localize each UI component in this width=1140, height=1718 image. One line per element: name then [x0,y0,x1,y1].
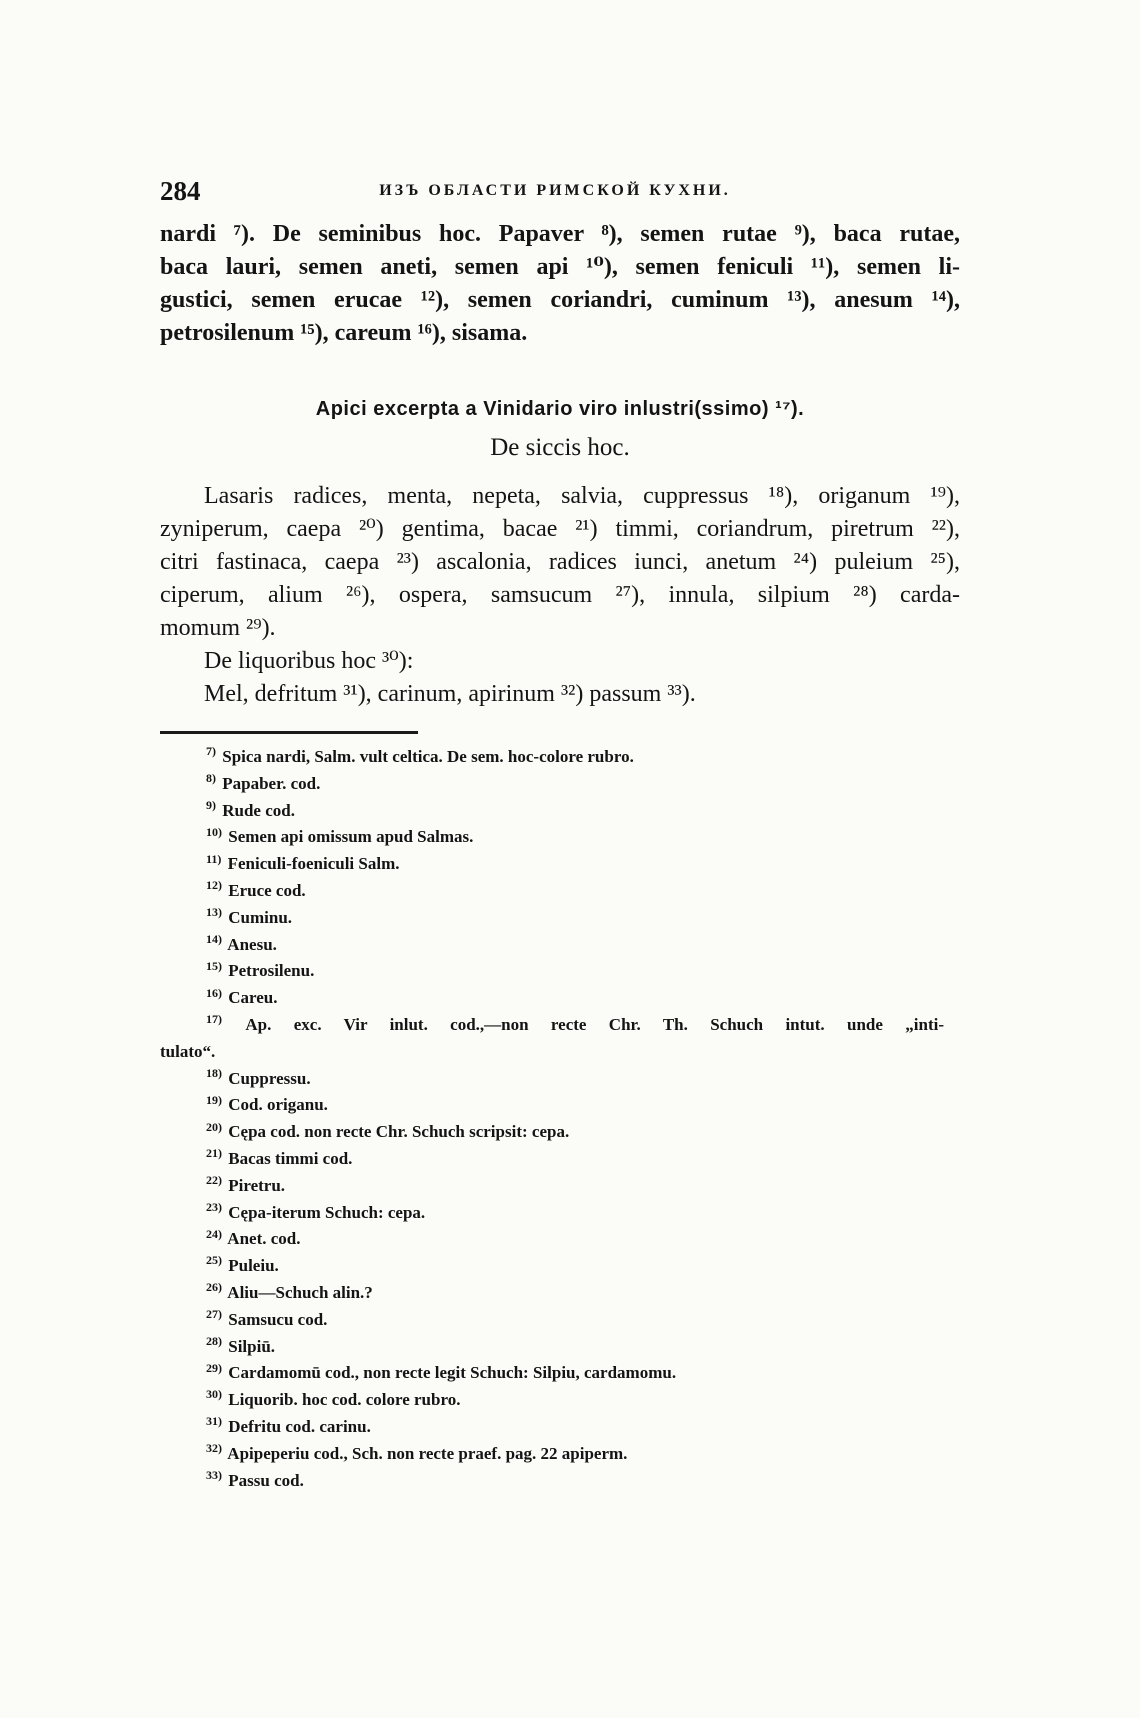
text-line: nardi ⁷). De seminibus hoc. Papaver ⁸), semen rutae ⁹), baca rutae, [160,221,960,247]
siccis-paragraph [160,480,960,711]
footnote-number: 22) [206,1173,222,1188]
footnote-number: 10) [206,824,222,839]
footnote-text: Cardamomū cod., non recte legit Schuch: Silpiu, cardamomu. [224,1363,677,1383]
footnote-number: 7) [206,744,216,759]
footnote-number: 25) [206,1253,222,1268]
footnote [160,1441,960,1468]
footnote [160,1092,960,1119]
footnote-number: 32) [206,1441,222,1456]
footnote-number: 17) [206,1012,222,1027]
footnote [160,1468,960,1495]
footnote-number: 27) [206,1307,222,1322]
footnote-text: Liquorib. hoc cod. colore rubro. [224,1390,461,1410]
footnote [160,1280,960,1307]
section-title: Apici excerpta a Vinidario viro inlustri(ssimo) ¹⁷). [315,398,805,420]
footnotes [160,744,960,1494]
text-line: Lasaris radices, menta, nepeta, salvia, cuppressus ¹⁸), origanum ¹⁹), [204,483,960,509]
footnote-text: Defritu cod. carinu. [224,1416,371,1436]
footnote-number: 20) [206,1119,222,1134]
footnote-number: 29) [206,1360,222,1375]
footnote [160,1173,960,1200]
footnote-number: 11) [206,851,222,866]
footnote-text: Passu cod. [224,1470,304,1490]
footnote-text: Petrosilenu. [224,961,315,981]
footnote-text: Silpiū. [224,1336,276,1356]
footnote-text: Bacas timmi cod. [224,1148,353,1168]
footnote [160,1012,944,1039]
text-line: momum ²⁹). [160,615,276,641]
footnote [160,932,960,959]
footnote-rule [160,731,418,734]
footnote [160,1360,960,1387]
text-line: citri fastinaca, caepa ²³) ascalonia, radices iunci, anetum ²⁴) puleium ²⁵), [160,549,960,575]
section-subtitle: De siccis hoc. [490,434,630,461]
footnote-number: 19) [206,1092,222,1107]
text-line: baca lauri, semen aneti, semen api ¹⁰), semen feniculi ¹¹), semen li- [160,254,960,280]
footnote-number: 12) [206,878,222,893]
footnote-text: Cępa-iterum Schuch: cepa. [224,1202,426,1222]
running-title: ИЗЪ ОБЛАСТИ РИМСКОЙ КУХНИ. [379,182,731,199]
footnote [160,1200,960,1227]
footnote-text: Apipeperiu cod., Sch. non recte praef. pag. 22 apiperm. [224,1443,628,1463]
footnote-continuation: tulato“. [160,1041,216,1061]
page-number: 284 [160,176,201,206]
footnote [160,1119,960,1146]
footnote-number: 18) [206,1065,222,1080]
footnote-text: Aliu—Schuch alin.? [224,1282,373,1302]
footnote-text: Puleiu. [224,1256,279,1276]
footnote-number: 33) [206,1467,222,1482]
footnote [160,985,960,1012]
footnote-number: 8) [206,771,216,786]
text-line: gustici, semen erucae ¹²), semen coriandri, cuminum ¹³), anesum ¹⁴), [160,287,960,313]
footnote-text: Cuppressu. [224,1068,311,1088]
footnote-text: Ap. exc. Vir inlut. cod.,—non recte Chr. Th. Schuch intut. unde „inti- [224,1014,944,1034]
footnote [160,1307,960,1334]
footnote-text: Spica nardi, Salm. vult celtica. De sem. hoc-colore rubro. [218,747,634,766]
footnote [160,851,960,878]
footnote-number: 28) [206,1333,222,1348]
footnote [160,798,960,825]
liquoribus-line: Mel, defritum ³¹), carinum, apirinum ³²) passum ³³). [204,681,696,707]
footnote [160,1414,960,1441]
footnote-number: 16) [206,985,222,1000]
footnote-text: Papaber. cod. [218,773,321,793]
footnote-number: 26) [206,1280,222,1295]
footnote [160,1334,960,1361]
footnote [160,824,960,851]
footnote-text: Cuminu. [224,907,293,927]
footnote [160,878,960,905]
footnote-text: Careu. [224,988,278,1008]
footnote [160,1066,960,1093]
footnote [160,1387,960,1414]
text-line: ciperum, alium ²⁶), ospera, samsucum ²⁷), innula, silpium ²⁸) carda- [160,582,960,608]
footnote [160,1226,960,1253]
footnote [160,905,960,932]
text-line: petrosilenum ¹⁵), careum ¹⁶), sisama. [160,320,528,346]
footnote-text: Semen api omissum apud Salmas. [224,827,474,847]
footnote-text: Feniculi-foeniculi Salm. [223,854,400,874]
footnote [160,958,960,985]
text-line: zyniperum, caepa ²⁰) gentima, bacae ²¹) timmi, coriandrum, piretrum ²²), [160,516,960,542]
footnote-number: 15) [206,958,222,973]
footnote-text: Anesu. [224,934,277,954]
page-header [160,176,950,212]
footnote [160,1146,960,1173]
footnote-number: 14) [206,931,222,946]
footnote-number: 13) [206,905,222,920]
footnote-text: Anet. cod. [224,1229,301,1249]
footnote-text: Piretru. [224,1175,286,1195]
footnote-text: Eruce cod. [224,880,306,900]
liquoribus-heading: De liquoribus hoc ³⁰): [204,648,414,674]
footnote [160,744,960,771]
footnote-number: 30) [206,1387,222,1402]
footnote-number: 9) [206,797,216,812]
footnote-text: Cępa cod. non recte Chr. Schuch scripsit: cepa. [224,1122,570,1142]
footnote-text: Samsucu cod. [224,1309,328,1329]
footnote-text: Cod. origanu. [224,1095,328,1115]
top-paragraph [160,218,960,350]
footnote [160,1253,960,1280]
footnote-number: 23) [206,1199,222,1214]
footnote-text: Rude cod. [218,800,295,820]
footnote-number: 24) [206,1226,222,1241]
footnote-number: 31) [206,1414,222,1429]
footnote [160,771,960,798]
footnote-number: 21) [206,1146,222,1161]
